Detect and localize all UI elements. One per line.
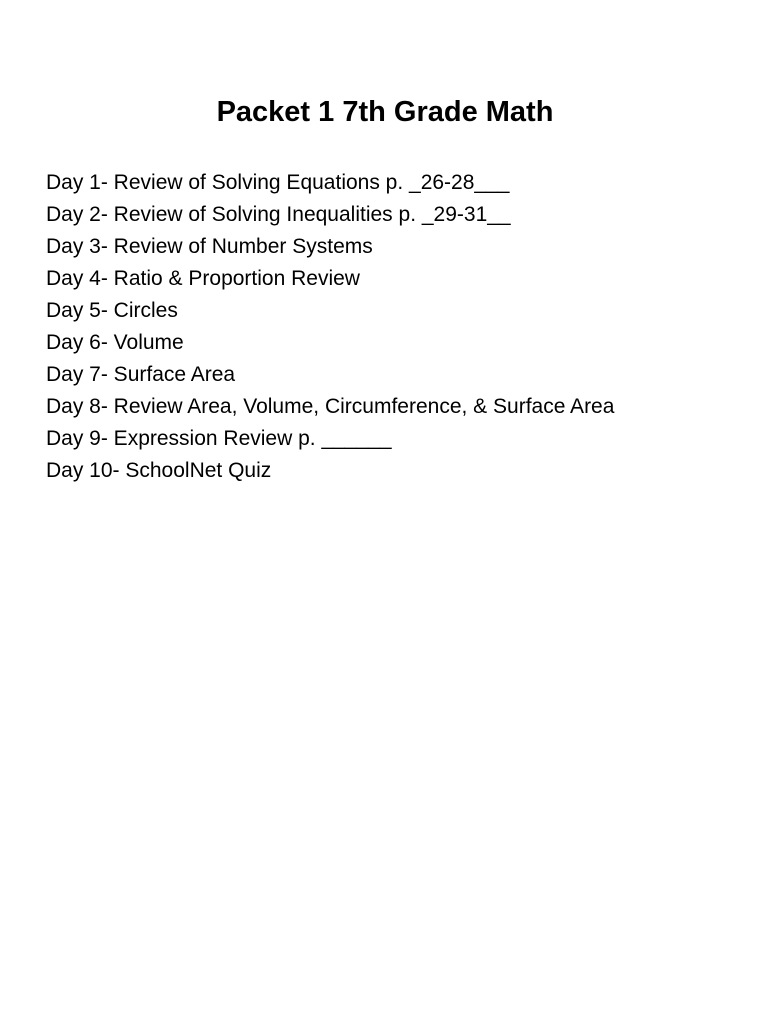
schedule-item-day-2: Day 2- Review of Solving Inequalities p. _29-31__ — [46, 203, 511, 226]
schedule-item-day-7: Day 7- Surface Area — [46, 363, 236, 386]
schedule-item-day-5: Day 5- Circles — [46, 299, 178, 322]
schedule-list — [46, 167, 614, 487]
schedule-item-day-3: Day 3- Review of Number Systems — [46, 235, 373, 258]
schedule-item-day-4: Day 4- Ratio & Proportion Review — [46, 267, 360, 290]
schedule-item-day-9: Day 9- Expression Review p. ______ — [46, 427, 392, 450]
schedule-item-day-1: Day 1- Review of Solving Equations p. _26-28___ — [46, 171, 510, 194]
schedule-item-day-6: Day 6- Volume — [46, 331, 184, 354]
page-title: Packet 1 7th Grade Math — [216, 96, 554, 128]
schedule-item-day-10: Day 10- SchoolNet Quiz — [46, 459, 272, 482]
schedule-item-day-8: Day 8- Review Area, Volume, Circumference, & Surface Area — [46, 395, 615, 418]
